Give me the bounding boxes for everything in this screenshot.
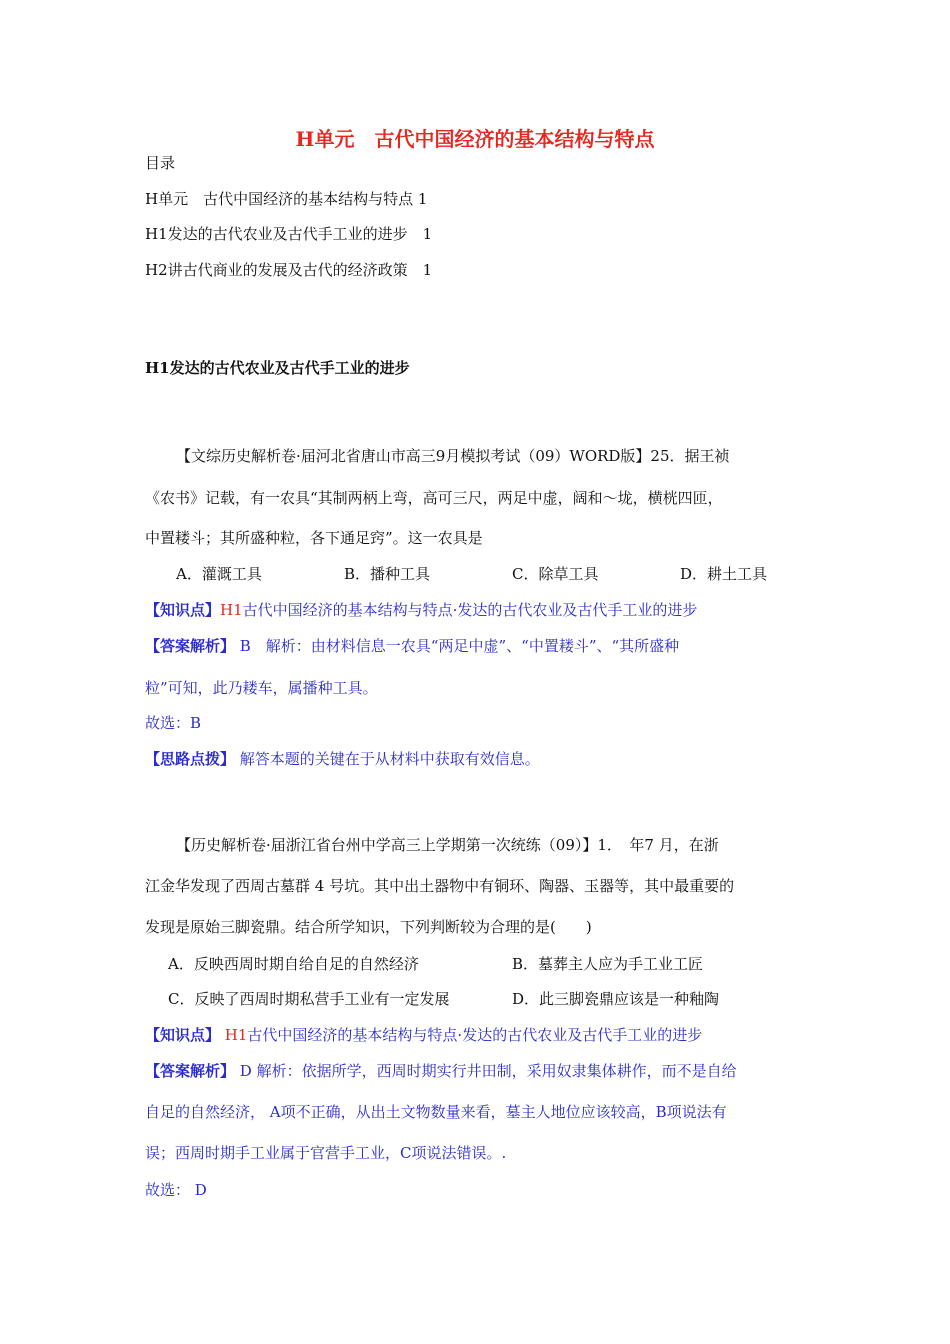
q2-option-c: C．反映了西周时期私营手工业有一定发展: [168, 990, 450, 1008]
toc-heading: 目录: [145, 154, 176, 172]
answer-tag: 【答案解析】: [145, 1062, 236, 1080]
q1-stem-line: 【文综历史解析卷·届河北省唐山市高三9月模拟考试（09）WORD版】25．据王祯: [176, 447, 730, 465]
q1-option-c: C．除草工具: [512, 565, 599, 583]
answer-text: B 解析：由材料信息一农具“两足中虚”、“中置耧斗”、“其所盛种: [235, 637, 680, 655]
answer-tag: 【答案解析】: [145, 637, 236, 655]
q2-option-d: D．此三脚瓷鼎应该是一种釉陶: [512, 990, 720, 1008]
knowledge-code: H1: [220, 1026, 248, 1044]
hint-tag: 【思路点拨】: [145, 750, 236, 768]
q1-answer-line: 粒”可知，此乃耧车，属播种工具。: [145, 679, 378, 697]
q1-knowledge-line: [145, 600, 697, 620]
section-heading: H1发达的古代农业及古代手工业的进步: [145, 359, 410, 377]
q2-answer-line: 自足的自然经济， A项不正确，从出土文物数量来看，墓主人地位应该较高，B项说法有: [145, 1103, 727, 1121]
toc-item[interactable]: H单元 古代中国经济的基本结构与特点 1: [145, 190, 428, 208]
q2-answer-line: [145, 1061, 737, 1081]
knowledge-text: 古代中国经济的基本结构与特点·发达的古代农业及古代手工业的进步: [242, 601, 698, 619]
q1-option-d: D．耕土工具: [680, 565, 768, 583]
q2-option-a: A．反映西周时期自给自足的自然经济: [168, 955, 419, 973]
q1-hint-line: [145, 749, 540, 769]
q2-answer-line: 误；西周时期手工业属于官营手工业，C项说法错误。.: [145, 1144, 507, 1162]
hint-text: 解答本题的关键在于从材料中获取有效信息。: [235, 750, 540, 768]
toc-item[interactable]: H2讲古代商业的发展及古代的经济政策 1: [145, 261, 433, 279]
q2-choice: 故选： D: [145, 1181, 207, 1199]
q1-option-a: A．灌溉工具: [176, 565, 262, 583]
answer-text: D 解析：依据所学，西周时期实行井田制，采用奴隶集体耕作，而不是自给: [235, 1062, 737, 1080]
q1-option-b: B．播种工具: [344, 565, 431, 583]
q1-answer-line: [145, 636, 679, 656]
knowledge-text: 古代中国经济的基本结构与特点·发达的古代农业及古代手工业的进步: [247, 1026, 703, 1044]
q2-option-b: B．墓葬主人应为手工业工匠: [512, 955, 704, 973]
q2-knowledge-line: [145, 1025, 702, 1045]
q2-stem-line: 江金华发现了西周古墓群 4 号坑。其中出土器物中有铜环、陶器、玉器等，其中最重要的: [145, 877, 735, 895]
q1-stem-line: 中置耧斗；其所盛种粒，各下通足窍”。这一农具是: [145, 529, 483, 547]
knowledge-code: H1: [220, 601, 243, 619]
knowledge-tag: 【知识点】: [145, 1026, 221, 1044]
q2-stem-line: 发现是原始三脚瓷鼎。结合所学知识，下列判断较为合理的是( ): [145, 918, 592, 936]
document-title: H单元 古代中国经济的基本结构与特点: [295, 127, 655, 151]
knowledge-tag: 【知识点】: [145, 601, 221, 619]
q1-stem-line: 《农书》记载，有一农具“其制两柄上弯，高可三尺，两足中虚，阔和～垅，横桄四匝，: [145, 489, 723, 507]
q1-choice: 故选：B: [145, 714, 202, 732]
toc-item[interactable]: H1发达的古代农业及古代手工业的进步 1: [145, 225, 433, 243]
q2-stem-line: 【历史解析卷·届浙江省台州中学高三上学期第一次统练（09）】1． 年7 月，在浙: [176, 836, 719, 854]
